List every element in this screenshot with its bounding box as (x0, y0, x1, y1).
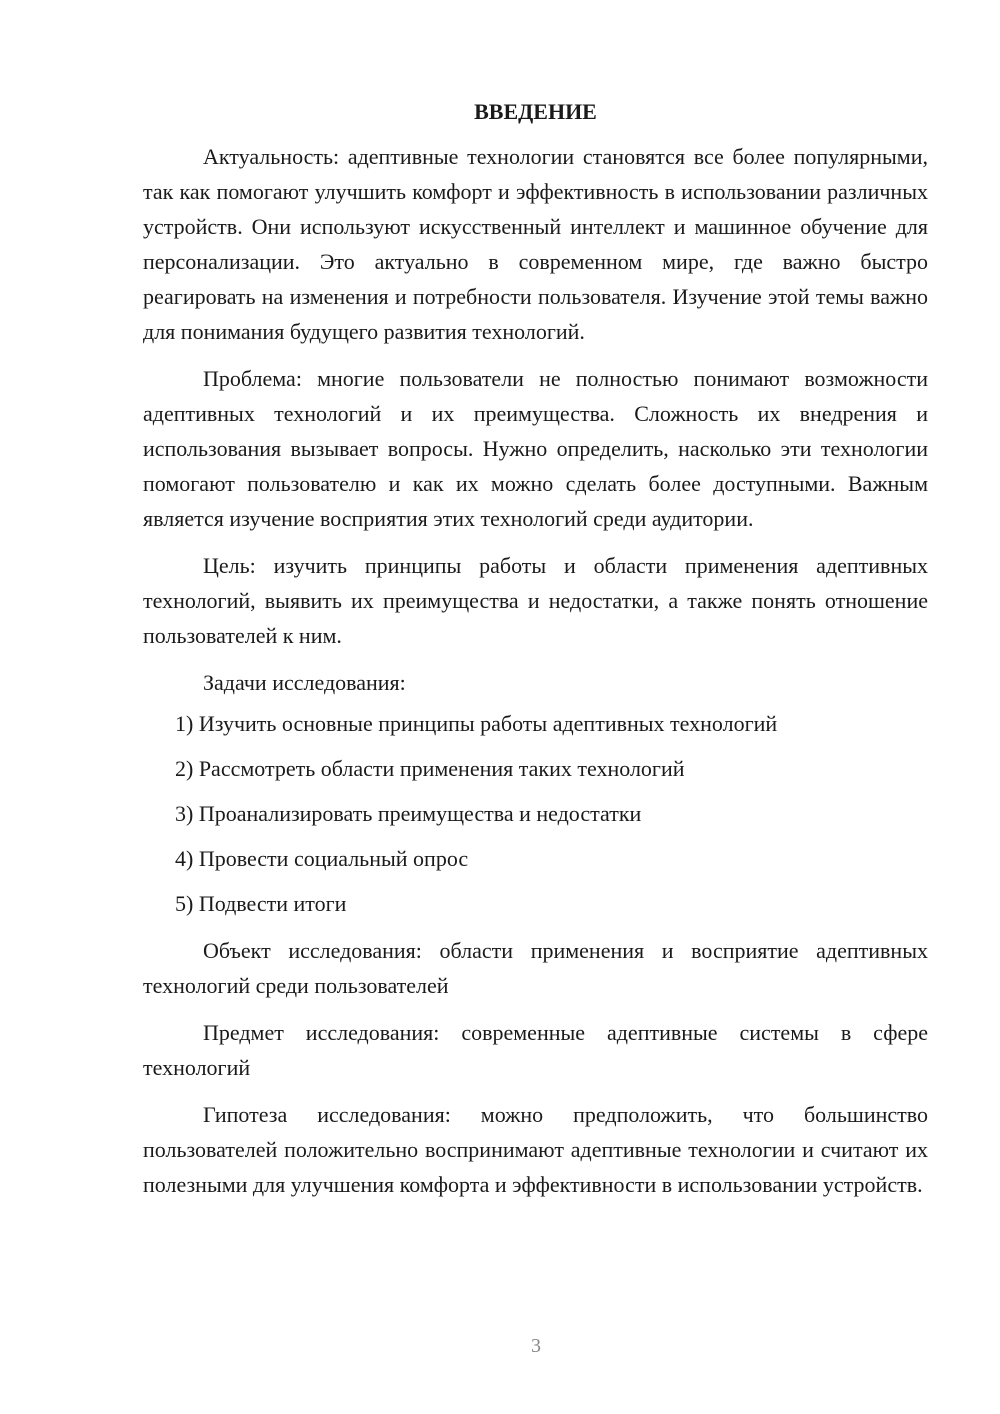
page-content (143, 94, 928, 1214)
subject-paragraph: Предмет исследования: современные адептивные системы в сфере технологий (143, 1020, 928, 1080)
task-item: 5) Подвести итоги (175, 891, 347, 916)
relevance-paragraph: Актуальность: адептивные технологии становятся все более популярными, так как помогают улучшить комфорт и эффективность в использовании различных устройств. Они используют искусственный интеллект и машинное обучение для персонализации. Это актуально в современном мире, где важно быстро реагировать на изменения и потребности пользователя. Изучение этой темы важно для понимания будущего развития технологий. (143, 144, 928, 344)
hypothesis-paragraph: Гипотеза исследования: можно предположить, что большинство пользователей положительно воспринимают адептивные технологии и считают их полезными для улучшения комфорта и эффективности в использовании устройств. (143, 1102, 928, 1197)
task-item: 1) Изучить основные принципы работы адептивных технологий (175, 711, 778, 736)
task-item: 2) Рассмотреть области применения таких технологий (175, 756, 685, 781)
page-title: ВВЕДЕНИЕ (474, 99, 597, 124)
task-item: 3) Проанализировать преимущества и недостатки (175, 801, 642, 826)
goal-paragraph: Цель: изучить принципы работы и области применения адептивных технологий, выявить их преимущества и недостатки, а также понять отношение пользователей к ним. (143, 553, 928, 648)
tasks-list (143, 706, 928, 921)
problem-paragraph: Проблема: многие пользователи не полностью понимают возможности адептивных технологий и их преимущества. Сложность их внедрения и использования вызывает вопросы. Нужно определить, насколько эти технологии помогают пользователю и как их можно сделать более доступными. Важным является изучение восприятия этих технологий среди аудитории. (143, 366, 928, 531)
task-item: 4) Провести социальный опрос (175, 846, 469, 871)
page-number: 3 (531, 1335, 541, 1357)
tasks-heading: Задачи исследования: (203, 670, 406, 695)
object-paragraph: Объект исследования: области применения и восприятие адептивных технологий среди пользователей (143, 938, 928, 998)
